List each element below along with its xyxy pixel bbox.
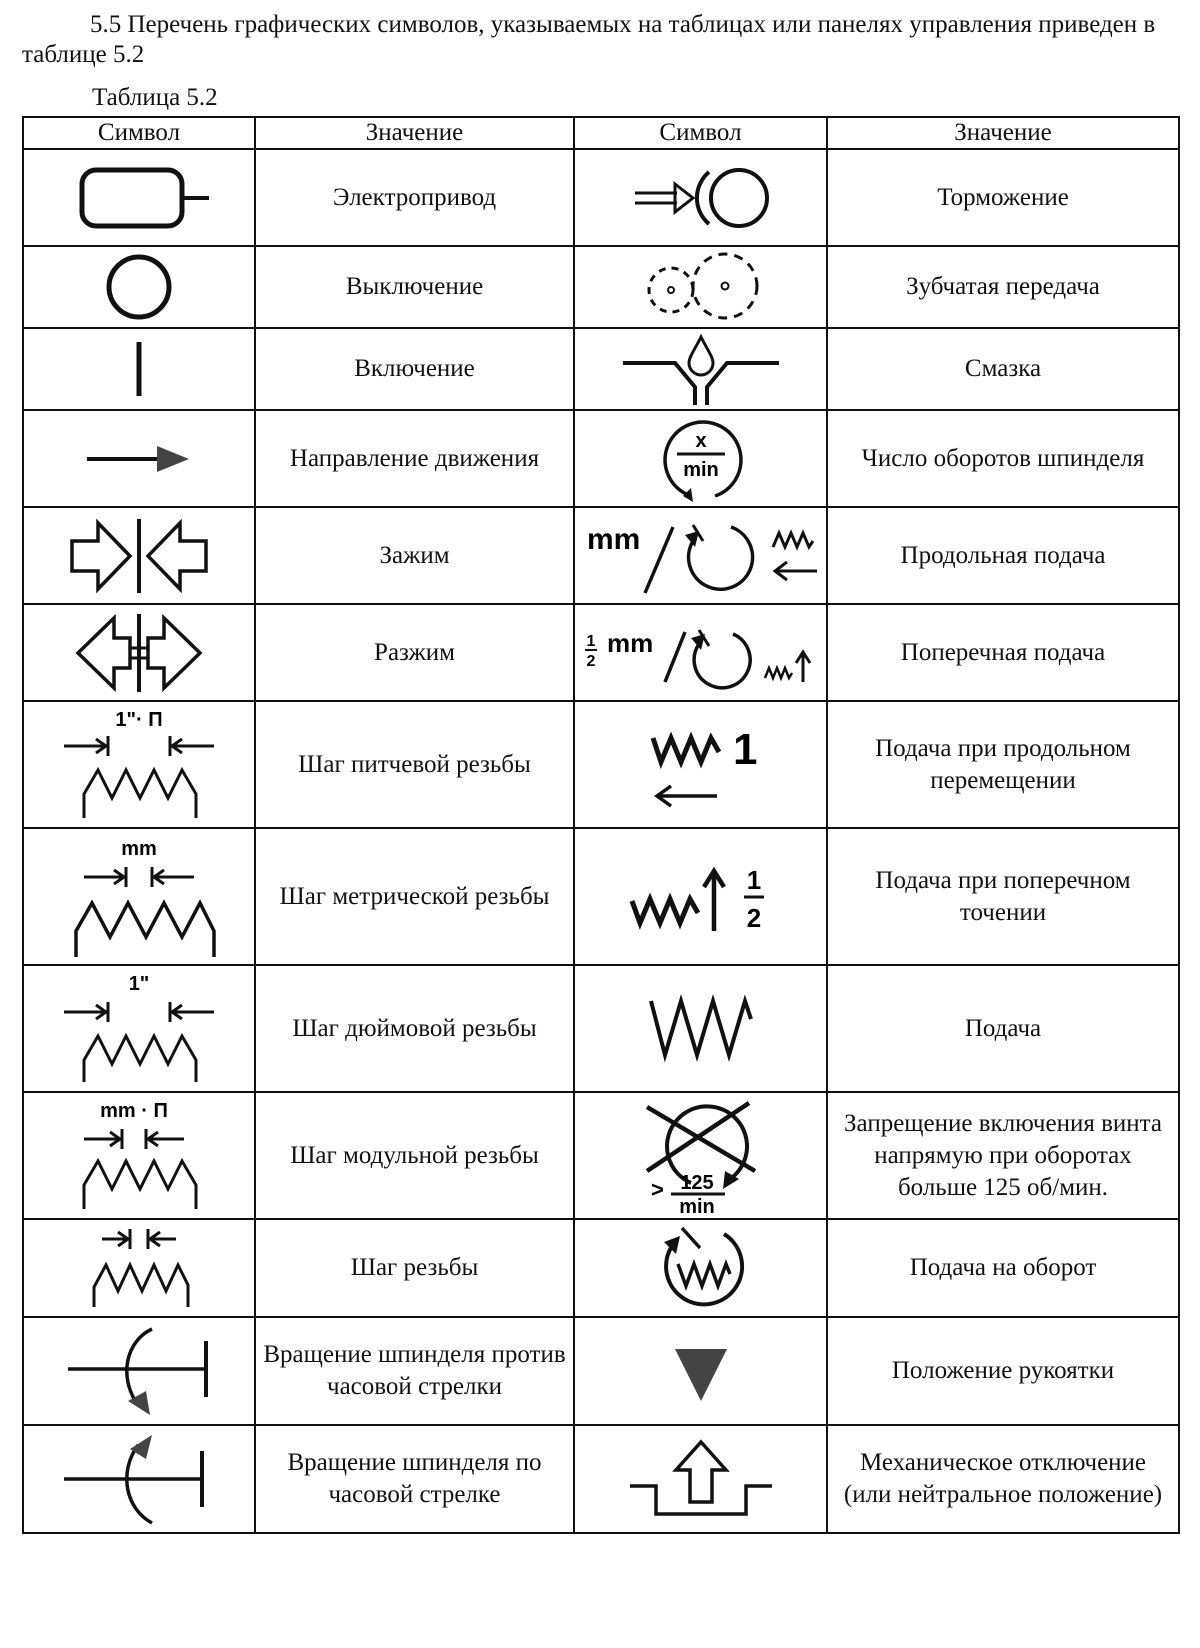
- longitudinal-move-feed-icon: [574, 701, 827, 828]
- meaning-cell: Запрещение включения винта напрямую при оборотах больше 125 об/мин.: [827, 1092, 1179, 1219]
- thread-pitch-icon: [23, 1219, 255, 1317]
- table-row: [23, 328, 1179, 410]
- mechanical-disengage-icon: [574, 1425, 827, 1533]
- cross-turn-half-den: 2: [746, 902, 761, 933]
- cross-turn-half-num: 1: [746, 864, 761, 895]
- spindle-cw-icon: [23, 1425, 255, 1533]
- meaning-cell: Направление движения: [255, 410, 574, 507]
- symbols-table: [22, 116, 1180, 1534]
- lubrication-icon: [574, 328, 827, 410]
- meaning-cell: Шаг резьбы: [255, 1219, 574, 1317]
- meaning-cell: Шаг дюймовой резьбы: [255, 965, 574, 1092]
- module-thread-label: mm · П: [100, 1099, 168, 1122]
- table-row: [23, 604, 1179, 701]
- lever-position-icon: [574, 1317, 827, 1425]
- meaning-cell: Подача при продольном перемещении: [827, 701, 1179, 828]
- meaning-cell: Зажим: [255, 507, 574, 604]
- screw-prohibit-icon: [574, 1092, 827, 1219]
- meaning-cell: Подача на оборот: [827, 1219, 1179, 1317]
- feed-per-rev-icon: [574, 1219, 827, 1317]
- prohibit-gt: >: [650, 1176, 664, 1202]
- pitch-thread-label: 1"· П: [115, 708, 163, 731]
- table-row: [23, 246, 1179, 328]
- meaning-cell: Выключение: [255, 246, 574, 328]
- table-row: [23, 1092, 1179, 1219]
- table-row: [23, 507, 1179, 604]
- meaning-cell: Включение: [255, 328, 574, 410]
- meaning-cell: Положение рукоятки: [827, 1317, 1179, 1425]
- meaning-cell: Шаг метрической резьбы: [255, 828, 574, 965]
- meaning-cell: Шаг питчевой резьбы: [255, 701, 574, 828]
- cross-feed-icon: [574, 604, 827, 701]
- inch-thread-label: 1": [128, 972, 150, 995]
- inch-thread-icon: [23, 965, 255, 1092]
- meaning-cell: Шаг модульной резьбы: [255, 1092, 574, 1219]
- meaning-cell: Вращение шпинделя против часовой стрелки: [255, 1317, 574, 1425]
- table-row: [23, 410, 1179, 507]
- meaning-cell: Торможение: [827, 149, 1179, 246]
- meaning-cell: Подача при поперечном точении: [827, 828, 1179, 965]
- spindle-speed-numerator: x: [694, 429, 707, 452]
- meaning-cell: Электропривод: [255, 149, 574, 246]
- meaning-cell: Число оборотов шпинделя: [827, 410, 1179, 507]
- long-feed-unit: mm: [586, 522, 640, 556]
- spindle-speed-denominator: min: [682, 458, 719, 481]
- header-symbol-1: Символ: [23, 117, 255, 149]
- off-circle-icon: [23, 246, 255, 328]
- table-row: [23, 701, 1179, 828]
- table-row: [23, 1219, 1179, 1317]
- meaning-cell: Поперечная подача: [827, 604, 1179, 701]
- prohibit-num: 125: [679, 1171, 714, 1194]
- intro-text: 5.5 Перечень графических символов, указываемых на таблицах или панелях управления приведен в таблице 5.2: [22, 11, 1156, 68]
- braking-icon: [574, 149, 827, 246]
- module-thread-icon: [23, 1092, 255, 1219]
- meaning-cell: Механическое отключение (или нейтральное положение): [827, 1425, 1179, 1533]
- table-header-row: [23, 117, 1179, 149]
- longitudinal-feed-icon: [574, 507, 827, 604]
- meaning-cell: Продольная подача: [827, 507, 1179, 604]
- cross-feed-half-num: 1: [586, 632, 595, 650]
- spindle-ccw-icon: [23, 1317, 255, 1425]
- table-row: [23, 149, 1179, 246]
- header-meaning-2: Значение: [827, 117, 1179, 149]
- meaning-cell: Разжим: [255, 604, 574, 701]
- electric-drive-icon: [23, 149, 255, 246]
- table-row: [23, 1317, 1179, 1425]
- meaning-cell: Смазка: [827, 328, 1179, 410]
- meaning-cell: Зубчатая передача: [827, 246, 1179, 328]
- meaning-cell: Вращение шпинделя по часовой стрелке: [255, 1425, 574, 1533]
- pitch-thread-icon: [23, 701, 255, 828]
- header-symbol-2: Символ: [574, 117, 827, 149]
- clamp-icon: [23, 507, 255, 604]
- spindle-speed-icon: [574, 410, 827, 507]
- cross-feed-half-den: 2: [586, 652, 595, 670]
- table-caption: Таблица 5.2: [92, 84, 218, 111]
- intro-paragraph: [22, 10, 1182, 70]
- on-line-icon: [23, 328, 255, 410]
- meaning-cell: Подача: [827, 965, 1179, 1092]
- cross-feed-unit: mm: [606, 627, 653, 658]
- header-meaning-1: Значение: [255, 117, 574, 149]
- feed-icon: [574, 965, 827, 1092]
- metric-thread-icon: [23, 828, 255, 965]
- metric-thread-label: mm: [121, 837, 157, 860]
- table-row: [23, 965, 1179, 1092]
- cross-turning-feed-icon: [574, 828, 827, 965]
- table-row: [23, 1425, 1179, 1533]
- prohibit-den: min: [678, 1195, 715, 1215]
- gear-transmission-icon: [574, 246, 827, 328]
- table-row: [23, 828, 1179, 965]
- long-move-feed-digit: 1: [732, 724, 757, 774]
- unclamp-icon: [23, 604, 255, 701]
- direction-arrow-icon: [23, 410, 255, 507]
